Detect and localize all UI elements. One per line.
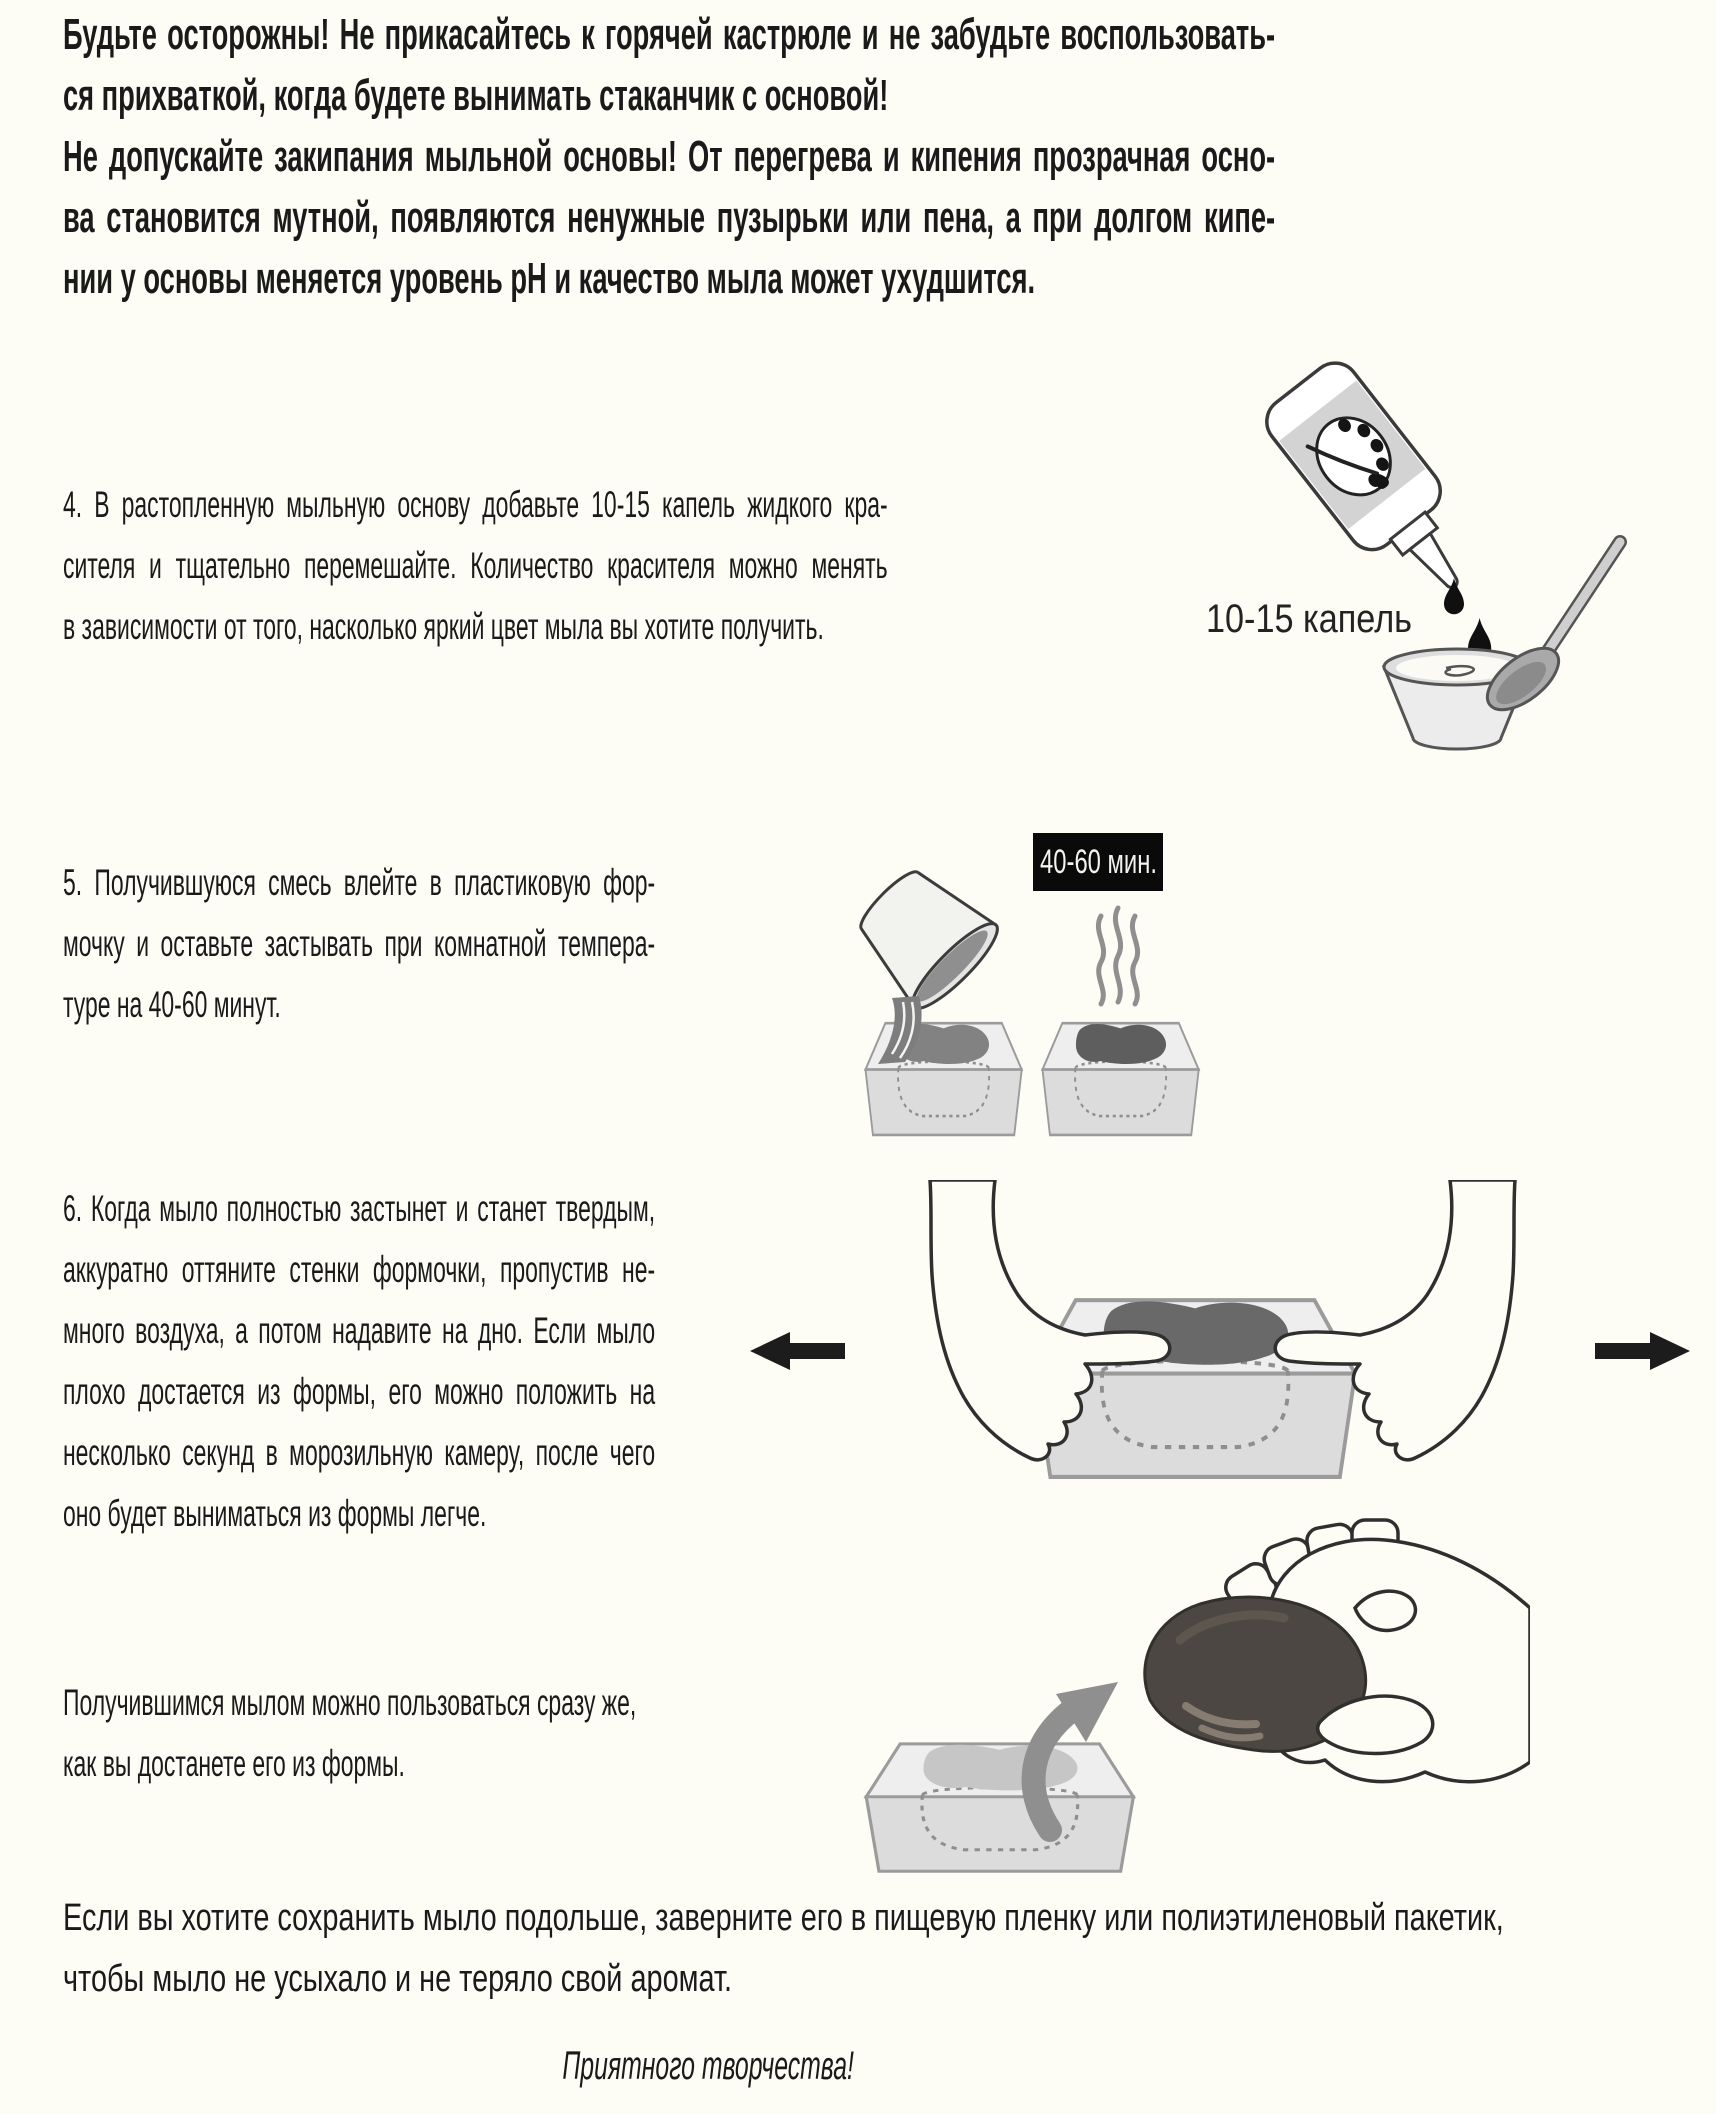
pull-arrow-right-icon xyxy=(1595,1332,1690,1370)
text-line: несколько секунд в морозильную камеру, после чего xyxy=(63,1432,656,1473)
steam-icon xyxy=(1098,908,1137,1004)
text-line: Не допускайте закипания мыльной основы! От перегрева и кипения прозрачная осно- xyxy=(63,132,1276,181)
soap-mold-cooling xyxy=(1042,1023,1198,1135)
text-line: оно будет выниматься из формы легче. xyxy=(63,1493,487,1534)
footer-message: Приятного творчества! xyxy=(562,2044,854,2088)
step4-illustration xyxy=(1150,330,1710,780)
text-line: Будьте осторожны! Не прикасайтесь к горячей кастрюле и не забудьте воспользовать- xyxy=(63,10,1276,59)
time-badge: 40-60 мин. xyxy=(1033,833,1163,891)
step5-paragraph xyxy=(63,852,655,1035)
text-line: как вы достанете его из формы. xyxy=(63,1743,405,1784)
text-line: аккуратно оттяните стенки формочки, пропустив не- xyxy=(63,1249,656,1290)
text-line: Получившимся мылом можно пользоваться сразу же, xyxy=(63,1682,637,1723)
drops-count-label: 10-15 капель xyxy=(1206,597,1412,641)
text-line: Если вы хотите сохранить мыло подольше, заверните его в пищевую пленку или полиэтиленовый пакетик, xyxy=(63,1897,1504,1939)
empty-mold xyxy=(866,1744,1133,1871)
text-line: ва становится мутной, появляются ненужные пузырьки или пена, а при долгом кипе- xyxy=(63,193,1276,242)
text-line: в зависимости от того, насколько яркий цвет мыла вы хотите получить. xyxy=(63,606,824,647)
text-line: мочку и оставьте застывать при комнатной темпера- xyxy=(63,923,656,964)
text-line: плохо достается из формы, его можно положить на xyxy=(63,1371,656,1412)
text-line: 6. Когда мыло полностью застынет и станет твердым, xyxy=(63,1188,656,1229)
step6-stretch-illustration xyxy=(730,1180,1710,1510)
text-line: 4. В растопленную мыльную основу добавьте 10-15 капель жидкого кра- xyxy=(63,484,888,525)
step6-paragraph xyxy=(63,1178,655,1544)
step6-remove-illustration xyxy=(850,1490,1530,1885)
text-line: сителя и тщательно перемешайте. Количество красителя можно менять xyxy=(63,545,888,586)
storage-paragraph xyxy=(63,1888,1504,2010)
pull-arrow-left-icon xyxy=(750,1332,845,1370)
text-line: нии у основы меняется уровень pH и качество мыла может ухудшится. xyxy=(63,254,1036,303)
warning-text xyxy=(63,4,1275,309)
spoon-icon xyxy=(1477,542,1620,721)
text-line: туре на 40-60 минут. xyxy=(63,984,281,1025)
dropper-bottle-icon xyxy=(1257,353,1496,618)
text-line: чтобы мыло не усыхало и не теряло свой аромат. xyxy=(63,1958,732,2000)
text-line: ся прихваткой, когда будете вынимать стаканчик с основой! xyxy=(63,71,889,120)
text-line: 5. Получившуюся смесь влейте в пластиковую фор- xyxy=(63,862,656,903)
text-line: много воздуха, а потом надавите на дно. Если мыло xyxy=(63,1310,656,1351)
step4-paragraph xyxy=(63,474,888,657)
soap-mold-filling xyxy=(865,1023,1021,1135)
usage-paragraph xyxy=(63,1672,636,1794)
